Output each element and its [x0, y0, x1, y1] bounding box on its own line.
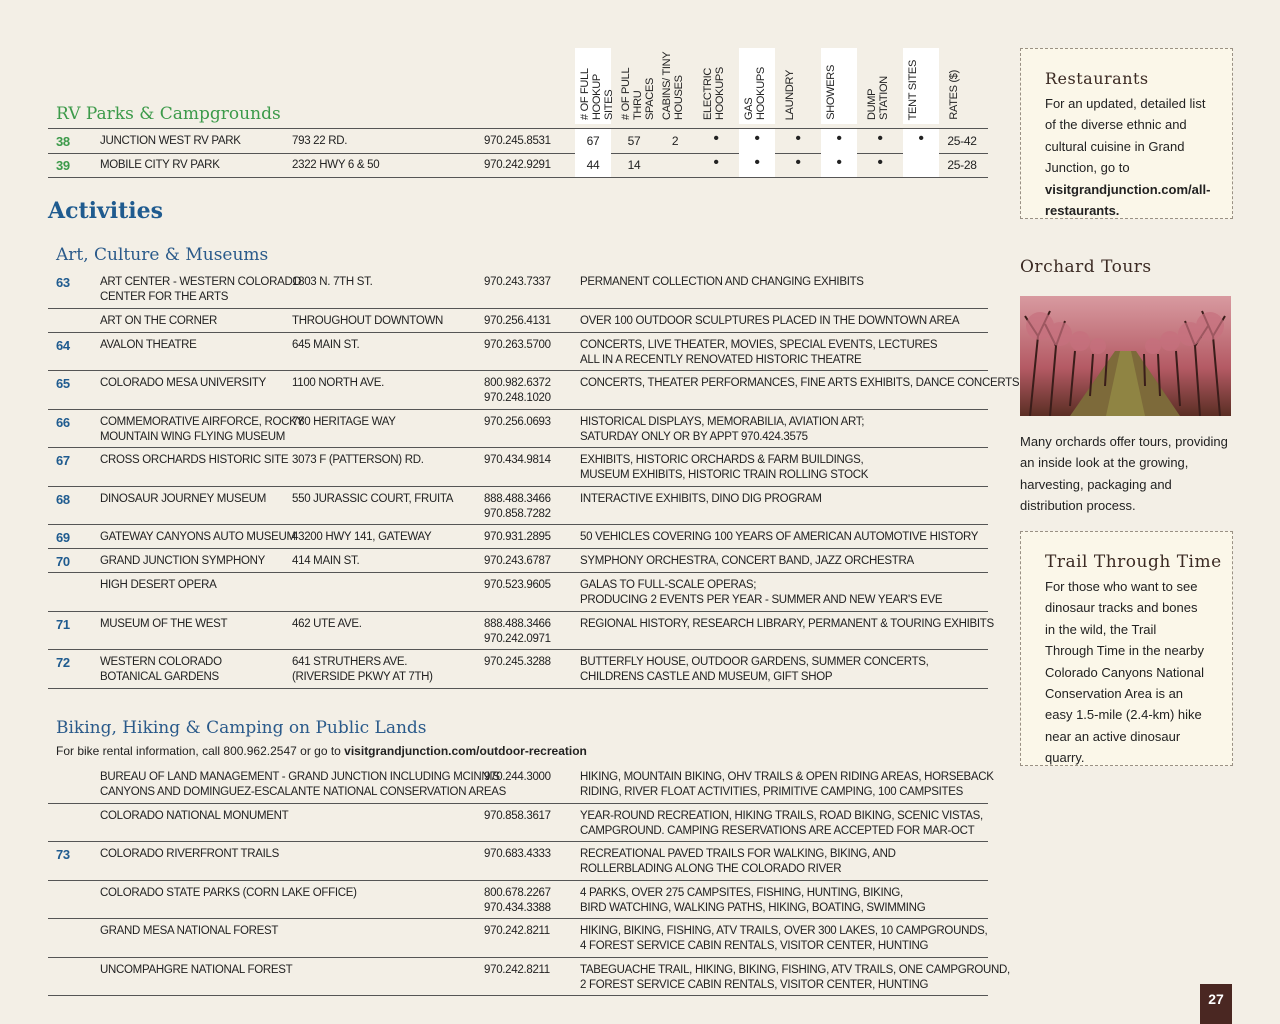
item-description: [580, 492, 980, 507]
text-line: 3073 F (PATTERSON) RD.: [292, 454, 424, 466]
text-line: COLORADO STATE PARKS (CORN LAKE OFFICE): [100, 886, 357, 899]
rv-cell-dump: •: [877, 130, 883, 147]
text-line: 414 MAIN ST.: [292, 555, 360, 567]
item-phone: [484, 770, 574, 785]
rv-cell-pull: 14: [627, 158, 641, 172]
rv-column-header: [698, 48, 734, 124]
item-description: [580, 415, 980, 445]
rv-park-address: 793 22 RD.: [292, 135, 348, 147]
rv-row-number: 39: [56, 158, 70, 173]
rv-cell-cabins: 2: [671, 134, 679, 148]
text-line: SYMPHONY ORCHESTRA, CONCERT BAND, JAZZ ORCHESTRA: [580, 555, 914, 567]
item-description: [580, 453, 980, 483]
rv-cell-gas: •: [754, 154, 760, 171]
item-description: [580, 314, 980, 329]
rv-park-phone: 970.242.9291: [484, 159, 551, 171]
item-name: [100, 415, 304, 445]
restaurants-title: Restaurants: [1045, 69, 1149, 88]
text-line: 970.245.3288: [484, 656, 551, 668]
restaurants-body: For an updated, detailed list of the diverse ethnic and cultural cuisine in Grand Junction, go to: [1045, 96, 1206, 176]
rv-cell-electric: •: [713, 130, 719, 147]
rv-column-label: # OF PULL THRU SPACES: [620, 68, 656, 120]
text-line: 970.243.7337: [484, 276, 551, 288]
text-line: 43200 HWY 141, GATEWAY: [292, 531, 432, 543]
item-phone: [484, 847, 574, 862]
text-line: 550 JURASSIC COURT, FRUITA: [292, 492, 454, 505]
item-description: [580, 338, 980, 368]
orchard-photo: [1020, 296, 1231, 416]
rv-column-label: DUMP STATION: [866, 76, 890, 120]
item-phone: [484, 578, 574, 593]
item-description: [580, 554, 980, 569]
text-line: GRAND MESA NATIONAL FOREST: [100, 925, 279, 937]
text-line: CROSS ORCHARDS HISTORIC SITE: [100, 454, 289, 466]
list-item: [48, 764, 994, 804]
item-phone: [484, 886, 574, 916]
rv-column-header: [780, 48, 816, 124]
rv-row-number: 38: [56, 134, 70, 149]
text-line: 970.244.3000: [484, 771, 551, 783]
list-item: [48, 524, 988, 549]
text-line: HISTORICAL DISPLAYS, MEMORABILIA, AVIATION ART;: [580, 415, 865, 428]
list-item: [48, 572, 988, 612]
list-item: [48, 332, 988, 372]
text-line: 50 VEHICLES COVERING 100 YEARS OF AMERICAN AUTOMOTIVE HISTORY: [580, 531, 979, 543]
text-line: BUREAU OF LAND MANAGEMENT - GRAND JUNCTION INCLUDING MCINNIS: [100, 771, 500, 783]
item-phone: [484, 415, 574, 430]
text-line: 800.678.2267: [484, 886, 551, 899]
orchard-text: Many orchards offer tours, providing an inside look at the growing, harvesting, packaging and distribution process.: [1020, 434, 1228, 514]
item-name: [100, 770, 506, 800]
text-line: HIGH DESERT OPERA: [100, 579, 217, 591]
item-name: [100, 338, 285, 353]
art-section-title: Art, Culture & Museums: [56, 245, 269, 265]
item-description: [580, 578, 980, 608]
text-line: COMMEMORATIVE AIRFORCE, ROCKY: [100, 415, 304, 428]
item-number: 69: [56, 530, 70, 545]
rv-column-header: [862, 48, 898, 124]
rv-park-name: MOBILE CITY RV PARK: [100, 159, 220, 171]
item-name: [100, 809, 480, 824]
text-line: 4 PARKS, OVER 275 CAMPSITES, FISHING, HUNTING, BIKING,: [580, 886, 903, 899]
text-line: YEAR-ROUND RECREATION, HIKING TRAILS, ROAD BIKING, SCENIC VISTAS,: [580, 809, 983, 822]
item-description: [580, 770, 994, 800]
rv-column-header: [821, 48, 857, 124]
list-item: [48, 803, 988, 843]
item-phone: [484, 963, 574, 978]
item-description: [580, 809, 983, 839]
text-line: COLORADO RIVERFRONT TRAILS: [100, 848, 280, 860]
text-line: MUSEUM OF THE WEST: [100, 617, 228, 630]
item-description: [580, 963, 1010, 993]
activities-heading: Activities: [48, 198, 164, 224]
text-line: 970.256.0693: [484, 415, 551, 428]
item-phone: [484, 338, 574, 353]
rv-cell-full: 67: [586, 134, 600, 148]
item-address: [292, 376, 482, 391]
item-description: [580, 530, 980, 545]
text-line: 780 HERITAGE WAY: [292, 415, 396, 428]
text-line: 970.256.4131: [484, 314, 551, 327]
list-item: [48, 486, 988, 526]
item-name: [100, 924, 480, 939]
list-item: [48, 308, 988, 333]
item-address: [292, 617, 482, 632]
text-line: 970.434.3388: [484, 901, 551, 914]
item-description: [580, 376, 1020, 391]
text-line: DINOSAUR JOURNEY MUSEUM: [100, 492, 267, 505]
item-description: [580, 847, 980, 877]
text-line: CANYONS AND DOMINGUEZ-ESCALANTE NATIONAL CONSERVATION AREAS: [100, 786, 506, 798]
text-line: 970.434.9814: [484, 454, 551, 466]
rv-park-address: 2322 HWY 6 & 50: [292, 159, 380, 171]
rv-cell-electric: •: [713, 154, 719, 171]
item-name: [100, 376, 285, 391]
text-line: (RIVERSIDE PKWY AT 7TH): [292, 671, 433, 683]
text-line: GALAS TO FULL-SCALE OPERAS;: [580, 579, 757, 591]
text-line: ART CENTER - WESTERN COLORADO: [100, 276, 302, 288]
text-line: 4 FOREST SERVICE CABIN RENTALS, VISITOR CENTER, HUNTING: [580, 940, 929, 952]
item-address: [292, 314, 482, 329]
text-line: 645 MAIN ST.: [292, 338, 360, 351]
item-address: [292, 492, 482, 507]
item-phone: [484, 530, 574, 545]
text-line: PERMANENT COLLECTION AND CHANGING EXHIBITS: [580, 276, 864, 288]
text-line: TABEGUACHE TRAIL, HIKING, BIKING, FISHING, ATV TRAILS, ONE CAMPGROUND,: [580, 963, 1010, 976]
item-number: 64: [56, 337, 70, 353]
rv-park-name: JUNCTION WEST RV PARK: [100, 135, 241, 147]
rv-cell-tent: •: [918, 130, 924, 147]
item-name: [100, 530, 296, 545]
item-name: [100, 275, 302, 305]
rv-column-header: [944, 48, 980, 124]
text-line: UNCOMPAHGRE NATIONAL FOREST: [100, 963, 293, 976]
restaurants-link[interactable]: visitgrandjunction.com/all-restaurants.: [1045, 181, 1211, 219]
item-phone: [484, 492, 574, 522]
text-line: ROLLERBLADING ALONG THE COLORADO RIVER: [580, 863, 842, 875]
list-item: [48, 611, 994, 651]
rv-column-header: [903, 48, 939, 124]
rv-column-header: [616, 48, 656, 124]
rv-cell-showers: •: [836, 154, 842, 171]
text-line: EXHIBITS, HISTORIC ORCHARDS & FARM BUILDINGS,: [580, 454, 864, 466]
text-line: MOUNTAIN WING FLYING MUSEUM: [100, 430, 286, 443]
rv-cell-pull: 57: [627, 134, 641, 148]
item-phone: [484, 314, 574, 329]
text-line: BIRD WATCHING, WALKING PATHS, HIKING, BOATING, SWIMMING: [580, 901, 926, 914]
item-number: 72: [56, 655, 70, 670]
rv-column-label: # OF FULL HOOKUP SITES: [579, 68, 615, 120]
text-line: 970.248.1020: [484, 392, 551, 404]
text-line: GRAND JUNCTION SYMPHONY: [100, 555, 265, 567]
text-line: PRODUCING 2 EVENTS PER YEAR - SUMMER AND NEW YEAR'S EVE: [580, 594, 943, 606]
text-line: ALL IN A RECENTLY RENOVATED HISTORIC THEATRE: [580, 353, 862, 366]
item-name: [100, 453, 289, 468]
rv-cell-rates: 25-28: [947, 158, 977, 172]
item-phone: [484, 453, 574, 468]
list-item: [48, 548, 988, 573]
text-line: 800.982.6372: [484, 377, 551, 389]
rv-park-phone: 970.245.8531: [484, 135, 551, 147]
text-line: COLORADO MESA UNIVERSITY: [100, 377, 266, 389]
text-line: 970.263.5700: [484, 338, 551, 351]
text-line: THROUGHOUT DOWNTOWN: [292, 314, 444, 327]
text-line: INTERACTIVE EXHIBITS, DINO DIG PROGRAM: [580, 492, 822, 505]
text-line: CONCERTS, LIVE THEATER, MOVIES, SPECIAL EVENTS, LECTURES: [580, 338, 938, 351]
list-item: [48, 957, 1010, 997]
rv-column-label: RATES ($): [948, 70, 960, 120]
item-phone: [484, 275, 574, 290]
list-item: [48, 370, 1020, 410]
biking-intro-link[interactable]: visitgrandjunction.com/outdoor-recreation: [344, 744, 587, 758]
text-line: 970.242.8211: [484, 925, 550, 937]
item-phone: [484, 376, 574, 406]
rv-shaded-column: [903, 153, 939, 177]
item-phone: [484, 924, 574, 939]
trail-box: [1020, 531, 1233, 766]
item-description: [580, 924, 988, 954]
text-line: REGIONAL HISTORY, RESEARCH LIBRARY, PERMANENT & TOURING EXHIBITS: [580, 617, 994, 630]
page-number: 27: [1200, 984, 1232, 1024]
text-line: 970.523.9605: [484, 579, 551, 591]
item-name: [100, 963, 480, 978]
item-address: [292, 554, 482, 569]
rv-cell-laundry: •: [795, 154, 801, 171]
item-number: 73: [56, 847, 70, 862]
item-name: [100, 655, 285, 685]
text-line: SATURDAY ONLY OR BY APPT 970.424.3575: [580, 430, 808, 443]
item-description: [580, 617, 994, 632]
list-item: [48, 649, 988, 689]
text-line: 462 UTE AVE.: [292, 617, 362, 630]
text-line: 641 STRUTHERS AVE.: [292, 656, 408, 668]
restaurants-box: [1020, 48, 1233, 219]
item-number: 67: [56, 453, 70, 468]
rv-column-label: ELECTRIC HOOKUPS: [702, 67, 726, 120]
item-number: 63: [56, 275, 70, 290]
item-name: [100, 578, 285, 593]
rv-cell-full: 44: [586, 158, 600, 172]
item-phone: [484, 554, 574, 569]
item-phone: [484, 655, 574, 670]
rv-section-title: RV Parks & Campgrounds: [56, 104, 281, 124]
rv-column-label: GAS HOOKUPS: [743, 67, 767, 120]
list-item: [48, 447, 988, 487]
text-line: AVALON THEATRE: [100, 338, 197, 351]
list-item: [48, 409, 988, 449]
item-address: [292, 530, 482, 545]
rv-cell-gas: •: [754, 130, 760, 147]
text-line: 888.488.3466: [484, 492, 551, 505]
text-line: BOTANICAL GARDENS: [100, 671, 219, 683]
item-address: [292, 453, 482, 468]
text-line: ART ON THE CORNER: [100, 314, 217, 327]
text-line: CAMPGROUND. CAMPING RESERVATIONS ARE ACCEPTED FOR MAR-OCT: [580, 824, 975, 837]
text-line: BUTTERFLY HOUSE, OUTDOOR GARDENS, SUMMER CONCERTS,: [580, 656, 929, 668]
text-line: 888.488.3466: [484, 617, 551, 630]
item-phone: [484, 617, 574, 647]
text-line: 1803 N. 7TH ST.: [292, 276, 373, 288]
list-item: [48, 841, 988, 881]
item-name: [100, 314, 285, 329]
list-item: [48, 269, 988, 309]
item-name: [100, 617, 285, 632]
text-line: OVER 100 OUTDOOR SCULPTURES PLACED IN THE DOWNTOWN AREA: [580, 314, 960, 327]
rv-column-label: SHOWERS: [825, 65, 837, 120]
item-address: [292, 338, 482, 353]
item-number: 65: [56, 376, 70, 391]
rv-column-header: [575, 48, 615, 124]
biking-intro-text: For bike rental information, call 800.962.2547 or go to: [56, 744, 345, 758]
rv-column-header: [657, 48, 693, 124]
text-line: 970.242.0971: [484, 632, 551, 645]
text-line: WESTERN COLORADO: [100, 656, 222, 668]
rv-cell-dump: •: [877, 154, 883, 171]
text-line: 1100 NORTH AVE.: [292, 377, 385, 389]
text-line: GATEWAY CANYONS AUTO MUSEUM: [100, 531, 296, 543]
trail-text: For those who want to see dinosaur tracks and bones in the wild, the Trail Through Time in the nearby Colorado Canyons National Conservation Area is an easy 1.5-mile (2.4-km) hike near an active dinosaur quarry.: [1045, 579, 1204, 766]
item-number: 71: [56, 616, 70, 632]
item-address: [292, 275, 482, 290]
rv-column-label: CABINS/ TINY HOUSES: [661, 51, 685, 120]
item-number: 70: [56, 554, 70, 569]
item-phone: [484, 809, 574, 824]
text-line: 970.931.2895: [484, 531, 551, 543]
rv-cell-laundry: •: [795, 130, 801, 147]
text-line: HIKING, BIKING, FISHING, ATV TRAILS, OVER 300 LAKES, 10 CAMPGROUNDS,: [580, 925, 988, 937]
rv-cell-rates: 25-42: [947, 134, 977, 148]
item-address: [292, 415, 482, 430]
rv-table-row: [48, 129, 988, 154]
item-address: [292, 655, 482, 685]
list-item: [48, 880, 988, 920]
text-line: CONCERTS, THEATER PERFORMANCES, FINE ARTS EXHIBITS, DANCE CONCERTS: [580, 377, 1020, 389]
text-line: MUSEUM EXHIBITS, HISTORIC TRAIN ROLLING STOCK: [580, 469, 869, 481]
text-line: RIDING, RIVER FLOAT ACTIVITIES, PRIMITIVE CAMPING, 100 CAMPSITES: [580, 786, 963, 798]
trail-title: Trail Through Time: [1045, 552, 1222, 572]
item-name: [100, 847, 480, 862]
rv-column-label: LAUNDRY: [784, 69, 796, 120]
item-description: [580, 275, 980, 290]
text-line: 970.683.4333: [484, 848, 551, 860]
text-line: 970.858.3617: [484, 809, 551, 822]
text-line: 970.858.7282: [484, 507, 551, 520]
text-line: HIKING, MOUNTAIN BIKING, OHV TRAILS & OPEN RIDING AREAS, HORSEBACK: [580, 771, 994, 783]
item-description: [580, 886, 980, 916]
item-number: 66: [56, 414, 70, 430]
text-line: 2 FOREST SERVICE CABIN RENTALS, VISITOR CENTER, HUNTING: [580, 978, 929, 991]
text-line: 970.243.6787: [484, 555, 551, 567]
text-line: RECREATIONAL PAVED TRAILS FOR WALKING, BIKING, AND: [580, 848, 896, 860]
rv-column-label: TENT SITES: [907, 59, 919, 120]
item-name: [100, 492, 285, 507]
orchard-title: Orchard Tours: [1020, 257, 1152, 277]
item-number: 68: [56, 491, 70, 507]
text-line: COLORADO NATIONAL MONUMENT: [100, 809, 289, 822]
text-line: CENTER FOR THE ARTS: [100, 291, 229, 303]
restaurants-text: [1045, 93, 1217, 221]
item-description: [580, 655, 980, 685]
item-name: [100, 554, 285, 569]
text-line: 970.242.8211: [484, 963, 550, 976]
text-line: CHILDRENS CASTLE AND MUSEUM, GIFT SHOP: [580, 671, 833, 683]
rv-cell-showers: •: [836, 130, 842, 147]
biking-section-title: Biking, Hiking & Camping on Public Lands: [56, 718, 427, 738]
list-item: [48, 918, 988, 958]
item-name: [100, 886, 480, 901]
biking-intro: [56, 744, 587, 758]
rv-column-header: [739, 48, 775, 124]
rv-table-row: [48, 153, 988, 178]
